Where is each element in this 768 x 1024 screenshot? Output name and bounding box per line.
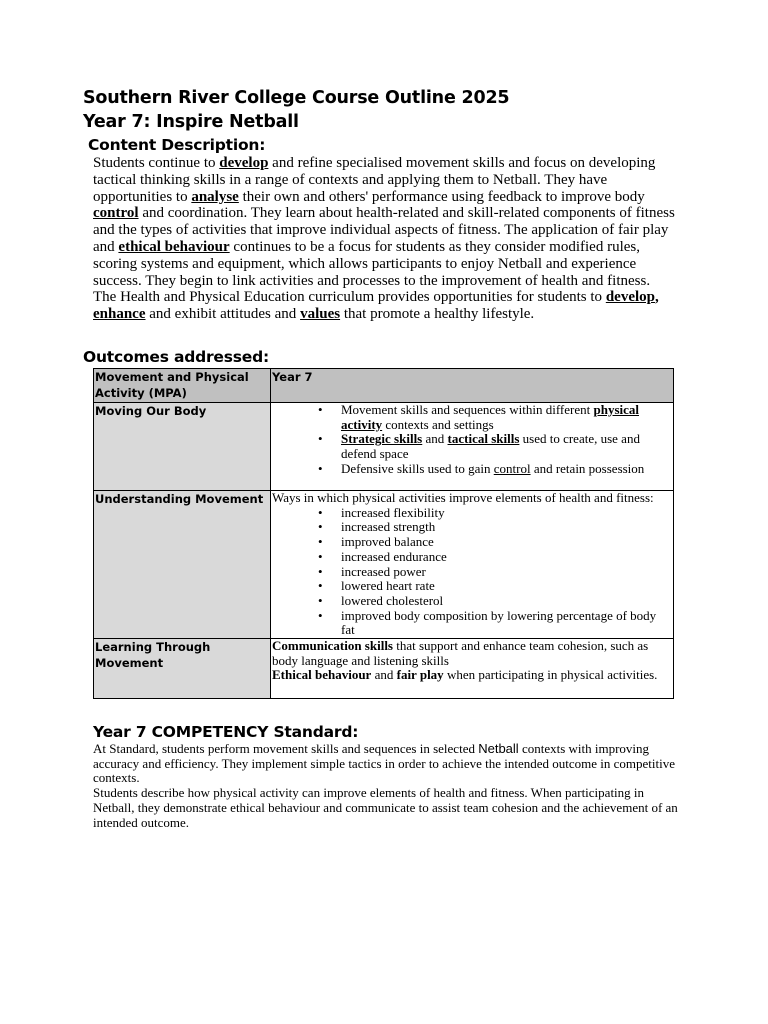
text-run: ,	[654, 289, 659, 306]
list-item	[341, 609, 672, 638]
list-item	[341, 594, 672, 609]
competency-paragraph-2: Students describe how physical activity can improve elements of health and fitness. When participating in Netball, they demonstrate ethical behaviour and communicate to assist team cohesion and the achievement of an intended outcome.	[93, 785, 678, 830]
text-run: tactical skills	[447, 431, 520, 447]
course-subtitle: Year 7: Inspire Netball	[83, 112, 299, 132]
table-header-row	[94, 369, 674, 403]
text-run: increased endurance	[341, 548, 447, 564]
text-run: their own and others' performance using feedback to improve body	[238, 188, 645, 205]
text-run: ethical behaviour	[118, 238, 230, 255]
course-title: Southern River College Course Outline 2025	[83, 88, 510, 108]
list-item	[341, 535, 672, 550]
table-row	[94, 403, 674, 491]
row-content	[271, 639, 674, 699]
row-paragraph	[272, 639, 672, 668]
text-run: Strategic skills	[341, 431, 423, 447]
text-run: increased flexibility	[341, 504, 445, 520]
text-run: that support and enhance team cohesion, such as body language and listening skills	[272, 638, 649, 668]
text-run: lowered heart rate	[341, 578, 435, 594]
list-item	[341, 403, 672, 432]
text-run: that promote a healthy lifestyle.	[340, 306, 535, 323]
list-item	[341, 462, 672, 477]
text-run: values	[300, 306, 341, 323]
table-row	[94, 639, 674, 699]
list-item	[341, 565, 672, 580]
text-run: and retain possession	[530, 460, 645, 476]
outcomes-heading: Outcomes addressed:	[83, 348, 270, 366]
text-run: contexts and settings	[382, 416, 494, 432]
text-run: The Health and Physical Education curriculum provides opportunities for students to	[93, 289, 606, 306]
list-item	[341, 520, 672, 535]
content-description-heading: Content Description:	[88, 136, 266, 154]
competency-heading: Year 7 COMPETENCY Standard:	[93, 723, 359, 741]
row-content	[271, 403, 674, 491]
text-run: continues to be a focus for students as they consider modified rules, scoring systems and equipment, which allows participants to enjoy Netball and experience success. They begin to link activities and processes to the improvement of health and fitness.	[93, 238, 651, 289]
row-label: Learning Through Movement	[94, 639, 271, 699]
bullet-list	[272, 506, 672, 638]
text-run: and coordination. They learn about health-related and skill-related components of fitness and the types of activities that improve individual aspects of fitness. The application of fair play and	[93, 205, 675, 255]
text-run: improved body composition by lowering percentage of body fat	[341, 607, 657, 638]
text-run: increased power	[341, 563, 426, 579]
row-label: Moving Our Body	[94, 403, 271, 491]
content-paragraph-2	[93, 289, 685, 323]
table-header-mpa: Movement and Physical Activity (MPA)	[94, 369, 271, 403]
text-run: and refine specialised movement skills and focus on developing tactical thinking skills in a range of contexts and applying them to Netball. They have opportunities to	[93, 155, 656, 205]
text-run: Defensive skills used to gain	[341, 460, 494, 476]
text-run: analyse	[191, 188, 239, 205]
table-header-year: Year 7	[271, 369, 674, 403]
text-run: fair play	[396, 667, 444, 683]
text-run: increased strength	[341, 519, 436, 535]
text-run: contexts with improving accuracy and efficiency. They implement simple tactics in order to achieve the intended outcome in competitive contexts.	[93, 741, 676, 786]
text-run: Netball	[478, 741, 519, 756]
text-run: Communication skills	[272, 638, 393, 654]
text-run: used to create, use and defend space	[341, 431, 640, 462]
text-run: and exhibit attitudes and	[145, 306, 301, 323]
competency-body	[93, 742, 683, 830]
content-paragraph-1	[93, 155, 685, 289]
competency-paragraph-1	[93, 742, 683, 786]
table-row	[94, 491, 674, 639]
row-label: Understanding Movement	[94, 491, 271, 639]
text-run: control	[493, 460, 531, 476]
content-description-body	[93, 155, 685, 323]
text-run: lowered cholesterol	[341, 592, 444, 608]
text-run: Movement skills and sequences within different	[341, 402, 594, 417]
bullet-list	[272, 403, 672, 477]
text-run: enhance	[93, 306, 146, 323]
text-run: Ethical behaviour	[272, 667, 372, 683]
text-run: At Standard, students perform movement skills and sequences in selected	[93, 741, 479, 756]
outcomes-table	[93, 368, 674, 699]
text-run: and	[371, 667, 397, 683]
text-run: develop	[605, 289, 655, 306]
text-run: control	[93, 205, 139, 222]
text-run: Students continue to	[93, 155, 220, 171]
text-run: develop	[219, 155, 269, 171]
row-content	[271, 491, 674, 639]
list-item	[341, 506, 672, 521]
row-intro: Ways in which physical activities improve elements of health and fitness:	[272, 490, 654, 505]
list-item	[341, 550, 672, 565]
text-run: when participating in physical activities.	[443, 667, 658, 683]
list-item	[341, 579, 672, 594]
text-run: improved balance	[341, 534, 434, 550]
text-run: physical activity	[341, 402, 639, 432]
row-paragraph	[272, 668, 672, 683]
list-item	[341, 432, 672, 461]
text-run: and	[422, 431, 448, 447]
